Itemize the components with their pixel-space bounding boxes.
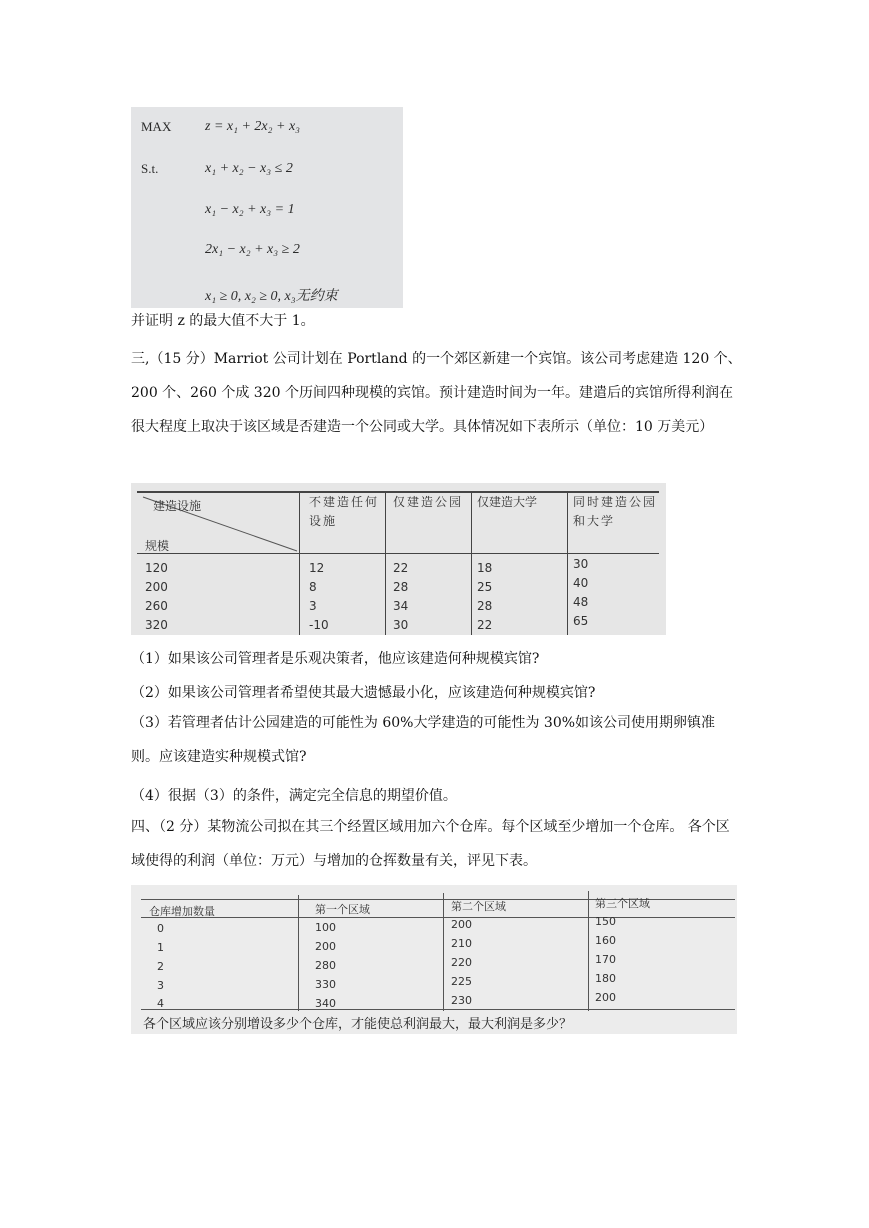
cell: -10 — [309, 618, 329, 632]
question-3-3: （3）若管理者估计公园建造的可能性为 60%大学建造的可能性为 30%如该公司使用期卵镇准则。应该建造实种规模式馆? — [131, 715, 716, 765]
cell: 1 — [157, 941, 164, 954]
cell: 330 — [315, 978, 336, 991]
constraint-2: x₁ − x₂ + x₃ = 1 — [205, 202, 295, 217]
cell: 210 — [451, 937, 472, 950]
cell: 220 — [451, 956, 472, 969]
question-4-intro: 四、（2 分）某物流公司拟在其三个经置区域用加六个仓库。每个区域至少增加一个仓库。 各个区域使得的利润（单位：万元）与增加的仓挥数量有关，评见下表。 — [131, 819, 730, 869]
cell: 320 — [145, 618, 168, 632]
corner-bottom-label: 规模 — [145, 539, 170, 553]
header-region-2: 第二个区域 — [451, 900, 506, 913]
objective-function: z = x₁ + 2x₂ + x₃ — [205, 119, 301, 134]
header-no-facility: 不建造任何设施 — [309, 495, 380, 528]
constraint-1: x₁ + x₂ − x₃ ≤ 2 — [205, 161, 293, 176]
cell: 230 — [451, 994, 472, 1007]
prove-statement: 并证明 z 的最大值不大于 1。 — [131, 313, 315, 329]
cell: 200 — [145, 580, 168, 594]
cell: 22 — [393, 561, 409, 575]
cell: 280 — [315, 959, 336, 972]
header-park-only: 仅建造公园 — [393, 495, 464, 509]
header-university-only: 仅建造大学 — [477, 495, 538, 509]
cell: 65 — [573, 614, 589, 628]
cell: 150 — [595, 915, 616, 928]
cell: 3 — [157, 979, 164, 992]
question-3-2: （2）如果该公司管理者希望使其最大遗憾最小化，应该建造何种规模宾馆? — [131, 685, 596, 701]
header-region-1: 第一个区域 — [315, 903, 370, 916]
hotel-profit-table — [131, 483, 666, 635]
table-footer-question: 各个区域应该分别增设多少个仓库，才能使总利润最大，最大利润是多少？ — [143, 1017, 573, 1032]
question-3-4: （4）很据（3）的条件，满定完全信息的期望价值。 — [131, 788, 457, 804]
col-divider — [299, 491, 300, 635]
cell: 48 — [573, 595, 589, 609]
cell: 18 — [477, 561, 493, 575]
warehouse-profit-table — [131, 885, 737, 1034]
header-both: 同时建造公园和大学 — [573, 495, 658, 528]
cell: 0 — [157, 922, 164, 935]
header-region-3: 第三个区域 — [595, 897, 650, 910]
col-divider — [443, 893, 444, 1011]
variable-bounds: x₁ ≥ 0, x₂ ≥ 0, x₃无约束 — [205, 289, 338, 304]
cell: 160 — [595, 934, 616, 947]
cell: 12 — [309, 561, 325, 575]
table-header-rule — [141, 917, 735, 918]
col-divider — [567, 491, 568, 635]
cell: 3 — [309, 599, 317, 613]
cell: 22 — [477, 618, 493, 632]
cell: 225 — [451, 975, 472, 988]
question-3-intro: 三,（15 分）Marriot 公司计划在 Portland 的一个郊区新建一个宾馆。该公司考虑建造 120 个、200 个、260 个成 320 个历间四种现模的宾馆。预计建造时间为一年。建遣后的宾馆所得利润在很大程度上取决于该区域是否建造一个公同或大学。具体情况如下表所示（单位：10 万美元） — [131, 351, 742, 435]
st-label: S.t. — [141, 161, 159, 176]
col-divider — [588, 891, 589, 1011]
cell: 28 — [477, 599, 493, 613]
table-bottom-rule — [141, 1009, 735, 1010]
cell: 260 — [145, 599, 168, 613]
cell: 100 — [315, 921, 336, 934]
constraint-3: 2x₁ − x₂ + x₃ ≥ 2 — [205, 242, 300, 257]
cell: 340 — [315, 997, 336, 1010]
cell: 40 — [573, 576, 589, 590]
cell: 200 — [595, 991, 616, 1004]
cell: 34 — [393, 599, 409, 613]
col-divider — [298, 895, 299, 1011]
cell: 2 — [157, 960, 164, 973]
cell: 200 — [451, 918, 472, 931]
max-label: MAX — [141, 119, 172, 134]
col-divider — [385, 491, 386, 635]
cell: 30 — [573, 557, 589, 571]
cell: 4 — [157, 997, 164, 1010]
question-3-1: （1）如果该公司管理者是乐观决策者，他应该建造何种规模宾馆? — [131, 651, 540, 667]
cell: 170 — [595, 953, 616, 966]
col-divider — [471, 491, 472, 635]
cell: 8 — [309, 580, 317, 594]
cell: 30 — [393, 618, 409, 632]
table-header-rule — [137, 553, 659, 554]
lp-formulation-image — [131, 107, 403, 308]
cell: 200 — [315, 940, 336, 953]
cell: 25 — [477, 580, 493, 594]
header-warehouse-count: 仓库增加数量 — [149, 905, 215, 918]
corner-top-label: 建造设施 — [153, 499, 202, 513]
cell: 120 — [145, 561, 168, 575]
cell: 28 — [393, 580, 409, 594]
cell: 180 — [595, 972, 616, 985]
